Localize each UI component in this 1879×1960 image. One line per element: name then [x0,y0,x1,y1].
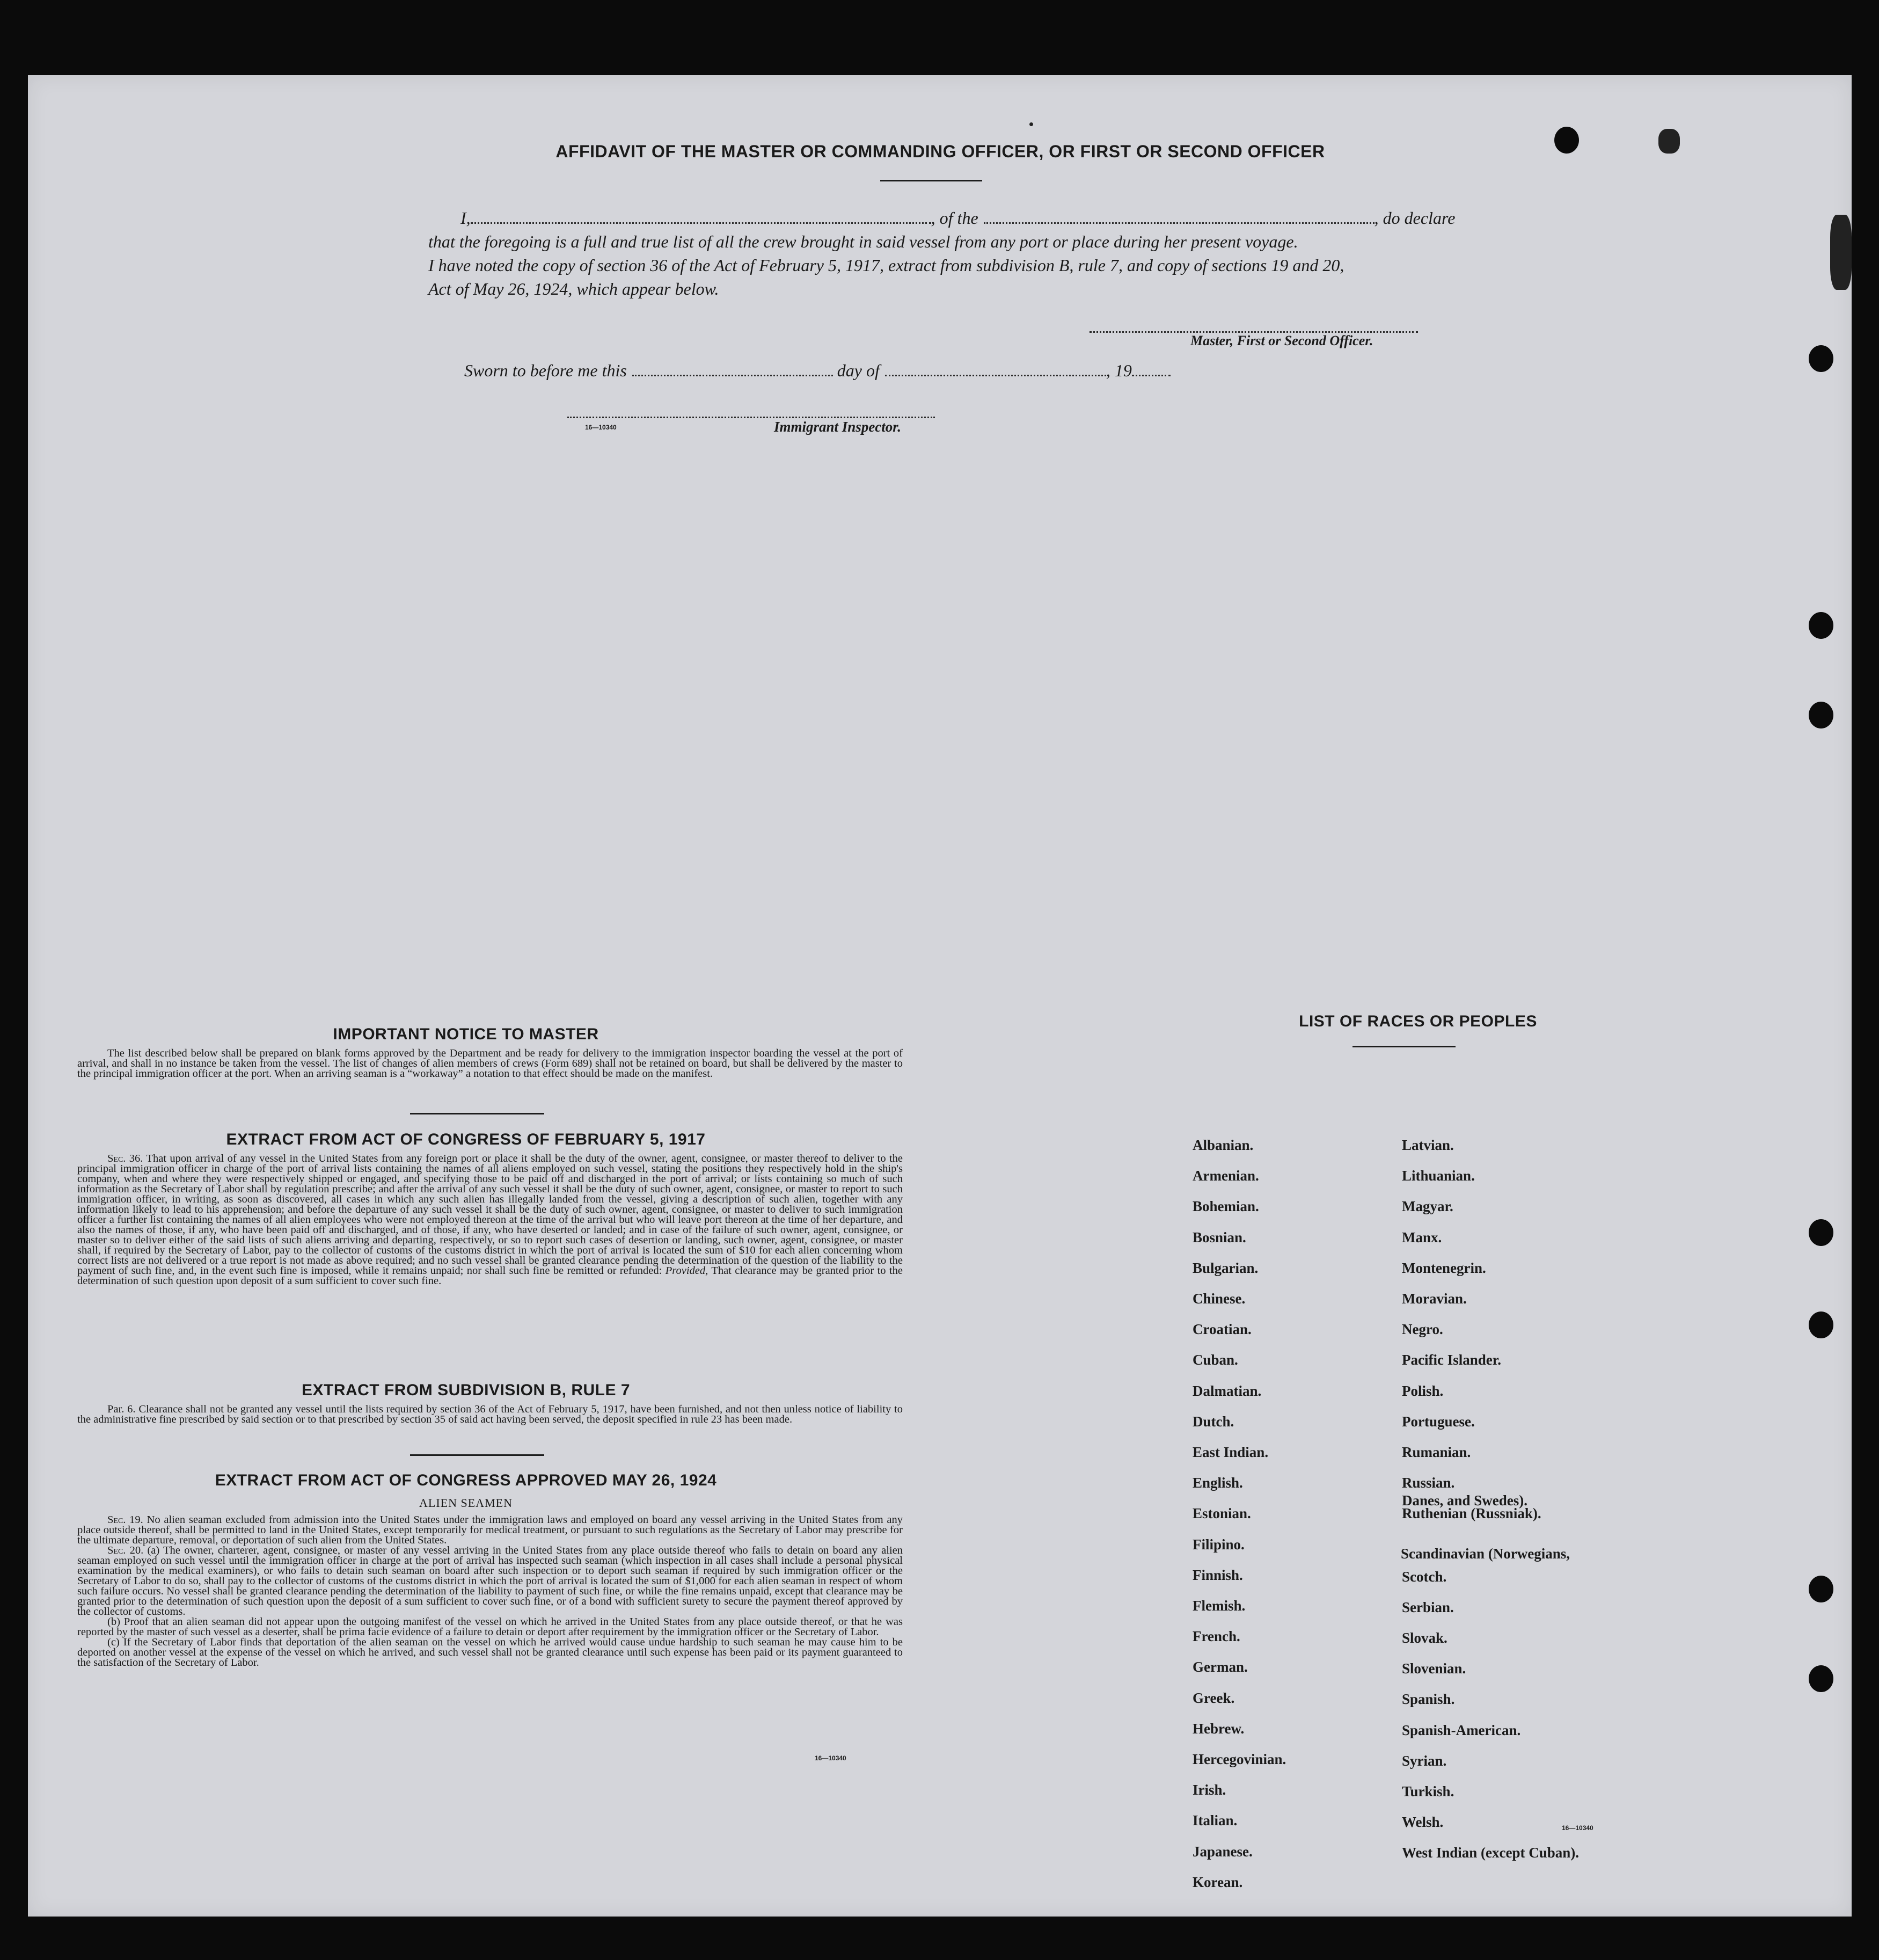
section-19-body: No alien seaman excluded from admission into the United States under the immigration laws and employed on board any vessel arriving in the United States from any place outside thereof, shall be permitted to land in the United States, except temporarily for medical treatment, or pursuant to such regulations as the Secretary of Labor may prescribe for the ultimate departure, removal, or deportation of such alien from the United States. [77,1514,903,1546]
of-the-label: , of the [931,208,978,228]
declaration-line-1 [460,206,1480,230]
section-20a-body: (a) The owner, charterer, agent, consignee, or master of any vessel arriving in the United States from any place outside thereof who fails to detain on board any alien seaman employed on such vessel until the immigration officer in charge at the port of arrival has inspected such seaman (which inspection in all cases shall include a personal physical examination by the medical examiners), or who fails to detain such seaman on board after such inspection or to deport such seaman if required by such immigration officer or the Secretary of Labor to do so, shall pay to the collector of customs of the customs district in which the port of arrival is located the sum of $1,000 for each alien seaman in respect of whom such failure occurs. No vessel shall be granted clearance pending the determination of the liability to payment of such fine, or while the fine remains unpaid, except that clearance may be granted prior to the determination of such question upon the deposit of a sum sufficient to cover such fine, or of a bond with sufficient surety to secure the payment thereof approved by the collector of customs. [77,1544,903,1617]
notice-paragraph: The list described below shall be prepared on blank forms approved by the Department and be ready for delivery to the immigration inspector boarding the vessel at the port of arrival, and shall in no instance be taken from the vessel. The list of changes of alien members of crews (Form 689) shall not be retained on board, but shall be delivered by the master to the principal immigration officer at the port. When an arriving seaman is a “workaway” a notation to that effect should be made on the manifest. [77,1047,903,1080]
punch-hole [1809,345,1833,372]
race-item-right: Russian. [1402,1475,1455,1491]
extract-rule7-text [77,1404,903,1425]
punch-hole [1809,1576,1833,1602]
form-number-right: 16—10340 [1562,1824,1593,1832]
race-item-left: German. [1193,1659,1248,1675]
race-item-right: Pacific Islander. [1402,1352,1501,1368]
alien-seamen-subtitle: ALIEN SEAMEN [419,1496,513,1510]
race-item-left: Chinese. [1193,1291,1246,1307]
notice-rule [410,1113,544,1114]
race-item-left: Bulgarian. [1193,1260,1259,1276]
declare-label: , do declare [1374,208,1456,228]
races-rule [1352,1046,1456,1047]
race-item-right: Magyar. [1402,1198,1453,1214]
speck [1029,122,1033,126]
race-item-left: Italian. [1193,1812,1238,1828]
section-20a-paragraph [77,1546,903,1617]
race-item-left: Greek. [1193,1690,1235,1706]
section-20b-paragraph: (b) Proof that an alien seaman did not appear upon the outgoing manifest of the vessel on which he arrived in the United States from any place outside thereof, or that he was reported by the master of such vessel as a deserter, shall be prima facie evidence of a failure to detain or deport after requirement by the immigration officer or the Secretary of Labor. [77,1616,903,1638]
race-item-left: Irish. [1193,1782,1226,1798]
race-item-left: Finnish. [1193,1567,1243,1583]
race-item-right: Ruthenian (Russniak). [1402,1505,1541,1521]
race-item-right: Montenegrin. [1402,1260,1486,1276]
inspector-caption: Immigrant Inspector. [774,419,902,435]
rule7-rule [410,1454,544,1456]
race-item-left: Bosnian. [1193,1229,1246,1245]
declarant-label: I, [460,208,471,228]
sworn-label: Sworn to before me this [464,361,627,380]
race-item-right: Moravian. [1402,1291,1467,1307]
race-item-left: Flemish. [1193,1598,1246,1614]
race-item-left: English. [1193,1475,1243,1491]
race-item-left: French. [1193,1628,1240,1644]
race-item-right: Welsh. [1402,1814,1444,1830]
race-item-left: Bohemian. [1193,1198,1259,1214]
section-36-paragraph [77,1154,903,1286]
race-item-right: Manx. [1402,1229,1442,1245]
race-item-left: Croatian. [1193,1321,1252,1337]
affidavit-title: AFFIDAVIT OF THE MASTER OR COMMANDING OFFICER, OR FIRST OR SECOND OFFICER [555,142,1325,161]
master-signature-caption: Master, First or Second Officer. [1190,333,1373,348]
section-36-body: That upon arrival of any vessel in the United States from any foreign port or place it shall be the duty of the owner, agent, consignee, or master thereof to deliver to the principal immigration officer in charge of the port of arrival lists containing the names of all aliens employed on such vessel, stating the positions they respectively hold in the ship's company, when and where they were respectively shipped or engaged, and specifying those to be paid off and discharged in the port of arrival; or lists containing so much of such information as the Secretary of Labor shall by regulation prescribe; and after the arrival of any such vessel it shall be the duty of such owner, agent, consignee, or master to report to such immigration officer, in writing, as soon as discovered, all cases in which any such alien has illegally landed from the vessel, giving a description of such alien, together with any information likely to lead to his apprehension; and before the departure of any such vessel it shall be the duty of such owner, agent, consignee, or master to deliver to such immigration officer a further list containing the names of all alien employees who were not employed thereon at the time of the arrival but who will leave port thereon at the time of her departure, and also the names of those, if any, who have been paid off and discharged, and of those, if any, who have deserted or landed; and in case of the failure of such owner, agent, consignee, or master so to deliver either of the said lists of such aliens arriving and departing, respectively, or so to report such cases of desertion or landing, such owner, agent, consignee, or master shall, if required by the Secretary of Labor, pay to the collector of customs of the customs district in which the port of arrival is located the sum of $10 for each alien concerning whom correct lists are not delivered or a true report is not made as above required; and no such vessel shall be granted clearance pending the determination of the question of the liability to the payment of such fine, and, in the event such fine is imposed, while it remains unpaid; nor shall such fine be remitted or refunded: [77,1153,903,1277]
race-item-left: Filipino. [1193,1536,1245,1553]
provided-word: Provided, [665,1265,708,1277]
section-36-label: Sec. 36. [107,1153,143,1164]
section-19-paragraph [77,1515,903,1546]
ink-blot [1658,129,1680,154]
race-scandinavian-continued: Danes, and Swedes). [1402,1492,1528,1509]
race-item-right: Slovenian. [1402,1660,1466,1677]
extract-rule7-title: EXTRACT FROM SUBDIVISION B, RULE 7 [301,1381,631,1399]
declaration-line-3: I have noted the copy of section 36 of the Act of February 5, 1917, extract from subdivision B, rule 7, and copy of sections 19 and 20, [428,256,1344,275]
sworn-line [464,359,1171,382]
race-item-right: Rumanian. [1402,1444,1471,1460]
year-label: , 19 [1106,361,1132,380]
extract-1924-title: EXTRACT FROM ACT OF CONGRESS APPROVED MAY 26, 1924 [215,1471,717,1489]
section-19-label: Sec. 19. [107,1514,143,1526]
race-item-left: Dutch. [1193,1413,1234,1430]
punch-hole [1554,127,1579,154]
race-item-left: Hebrew. [1193,1721,1245,1737]
notice-title: IMPORTANT NOTICE TO MASTER [333,1025,599,1043]
title-rule [880,180,982,181]
section-36-end: That clearance may be granted prior to the determination of such question upon deposit of a sum sufficient to cover such fine. [77,1265,903,1287]
document-page [28,75,1852,1917]
section-20c-paragraph: (c) If the Secretary of Labor finds that deportation of the alien seaman on the vessel on which he arrived would cause undue hardship to such seaman he may cause him to be deported on another vessel at the expense of the vessel on which he arrived, and such vessel shall not be granted clearance until such expense has been paid or its payment guaranteed to the satisfaction of the Secretary of Labor. [77,1636,903,1668]
race-item-left: Albanian. [1193,1137,1254,1153]
race-item-left: Japanese. [1193,1844,1253,1860]
race-item-right: Serbian. [1402,1599,1454,1615]
page-tear [1830,215,1852,290]
form-number-left: 16—10340 [815,1754,846,1762]
punch-hole [1809,612,1833,639]
declaration-line-2: that the foregoing is a full and true list of all the crew brought in said vessel from any port or place during her present voyage. [428,232,1298,251]
sworn-month-field[interactable] [885,375,1106,376]
race-item-right: West Indian (except Cuban). [1402,1845,1580,1861]
race-item-right: Portuguese. [1402,1413,1475,1430]
race-item-left: Estonian. [1193,1505,1251,1521]
extract-1924-text [77,1515,903,1668]
race-item-left: Dalmatian. [1193,1383,1262,1399]
punch-hole [1809,1311,1833,1338]
sworn-day-field[interactable] [632,375,833,376]
extract-1917-title: EXTRACT FROM ACT OF CONGRESS OF FEBRUARY 5, 1917 [226,1131,706,1148]
race-item-right: Syrian. [1402,1753,1447,1769]
punch-hole [1809,1665,1833,1692]
rule-7-paragraph: Par. 6. Clearance shall not be granted any vessel until the lists required by section 36 of the Act of February 5, 1917, have been furnished, and not then unless notice of liability to the administrative fine prescribed by said section or to that prescribed by section 35 of said act having been served, the deposit specified in rule 23 has been made. [77,1403,903,1425]
race-item-right: Lithuanian. [1402,1168,1475,1184]
vessel-name-field[interactable] [984,222,1374,224]
race-item-right: Spanish-American. [1402,1722,1521,1738]
declarant-name-field[interactable] [471,222,931,224]
race-item-left: East Indian. [1193,1444,1269,1460]
inspector-signature-line[interactable] [567,417,935,418]
race-item-right: Negro. [1402,1321,1443,1337]
race-item-right: Scandinavian (Norwegians, [1401,1546,1570,1562]
race-item-right: Turkish. [1402,1783,1454,1799]
extract-1917-text [77,1154,903,1286]
section-20-label: Sec. 20. [107,1544,144,1556]
races-title: LIST OF RACES OR PEOPLES [1299,1012,1537,1030]
punch-hole [1809,702,1833,728]
notice-text [77,1048,903,1079]
race-item-left: Korean. [1193,1874,1243,1890]
race-item-right: Slovak. [1402,1630,1447,1646]
race-item-right: Polish. [1402,1383,1444,1399]
form-number-top: 16—10340 [585,424,617,431]
race-item-right: Latvian. [1402,1137,1454,1153]
day-of-label: day of [837,361,880,380]
declaration-line-4: Act of May 26, 1924, which appear below. [428,279,719,298]
race-item-right: Spanish. [1402,1691,1455,1707]
race-item-left: Cuban. [1193,1352,1238,1368]
race-item-left: Armenian. [1193,1168,1259,1184]
race-item-right: Scotch. [1402,1569,1447,1585]
race-item-left: Hercegovinian. [1193,1751,1286,1767]
punch-hole [1809,1219,1833,1246]
sworn-year-field[interactable] [1132,375,1171,376]
